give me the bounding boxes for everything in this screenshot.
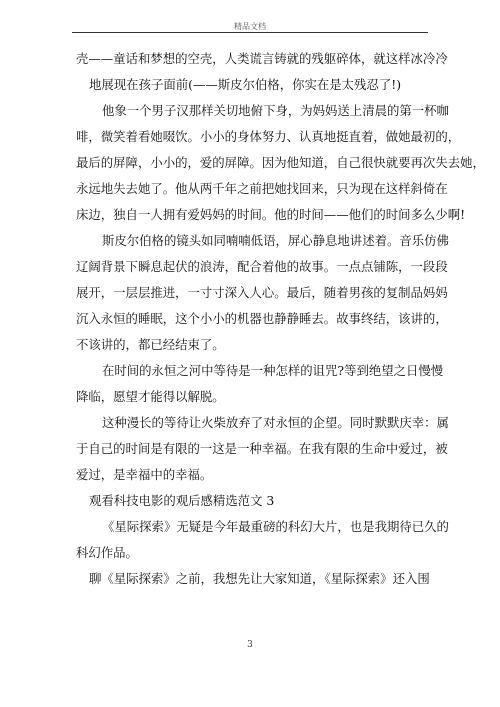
document-body	[76, 46, 485, 592]
text-line: 啡，微笑着看她啜饮。小小的身体努力、认真地挺直着，做她最初的，	[76, 129, 461, 144]
text-line: 爱过，是幸福中的幸福。	[76, 467, 213, 482]
header-title: 精品文档	[234, 22, 266, 31]
text-line: 观看科技电影的观后感精选范文 3	[89, 493, 275, 508]
text-line: 展开，一层层推进，一寸寸深入人心。最后，随着男孩的复制品妈妈	[76, 285, 448, 300]
text-line: 沉入永恒的睡眠，这个小小的机器也静静睡去。故事终结，该讲的，	[76, 311, 448, 326]
text-line: 永远地失去她了。他从两千年之前把她找回来，只为现在这样斜倚在	[76, 181, 448, 196]
text-line: 于自己的时间是有限的一这是一种幸福。在我有限的生命中爱过，被	[76, 441, 448, 456]
text-line: 壳——童话和梦想的空壳，人类谎言铸就的残躯碎体，就这样冰冷冷	[76, 51, 448, 66]
text-line: 《星际探索》无疑是今年最重磅的科幻大片，也是我期待已久的	[102, 519, 449, 534]
text-line: 聊《星际探索》之前，我想先让大家知道，《星际探索》还入围	[89, 571, 430, 586]
text-line: 不该讲的，都已经结束了。	[76, 337, 225, 352]
text-line: 在时间的永恒之河中等待是一种怎样的诅咒?等到绝望之日慢慢	[102, 363, 444, 378]
page-header	[72, 14, 428, 33]
text-line: 辽阔背景下瞬息起伏的浪涛，配合着他的故事。一点点铺陈，一段段	[76, 259, 448, 274]
text-line: 地展现在孩子面前(——斯皮尔伯格，你实在是太残忍了!)	[89, 77, 402, 92]
text-line: 床边，独自一人拥有爱妈妈的时间。他的时间——他们的时间多么少啊!	[76, 207, 466, 222]
text-line: 斯皮尔伯格的镜头如同喃喃低语，屏心静息地讲述着。音乐仿佛	[102, 233, 449, 248]
text-line: 科幻作品。	[76, 545, 138, 560]
text-line: 这种漫长的等待让火柴放弃了对永恒的企望。同时默默庆幸：属	[102, 415, 449, 430]
text-line: 他象一个男子汉那样关切地俯下身，为妈妈送上清晨的第一杯咖	[102, 103, 449, 118]
text-line: 降临，愿望才能得以解脱。	[76, 389, 225, 404]
page-number: 3	[247, 640, 253, 650]
text-line: 最后的屏障，小小的，爱的屏障。因为他知道，自己很快就要再次失去她，	[76, 155, 485, 170]
